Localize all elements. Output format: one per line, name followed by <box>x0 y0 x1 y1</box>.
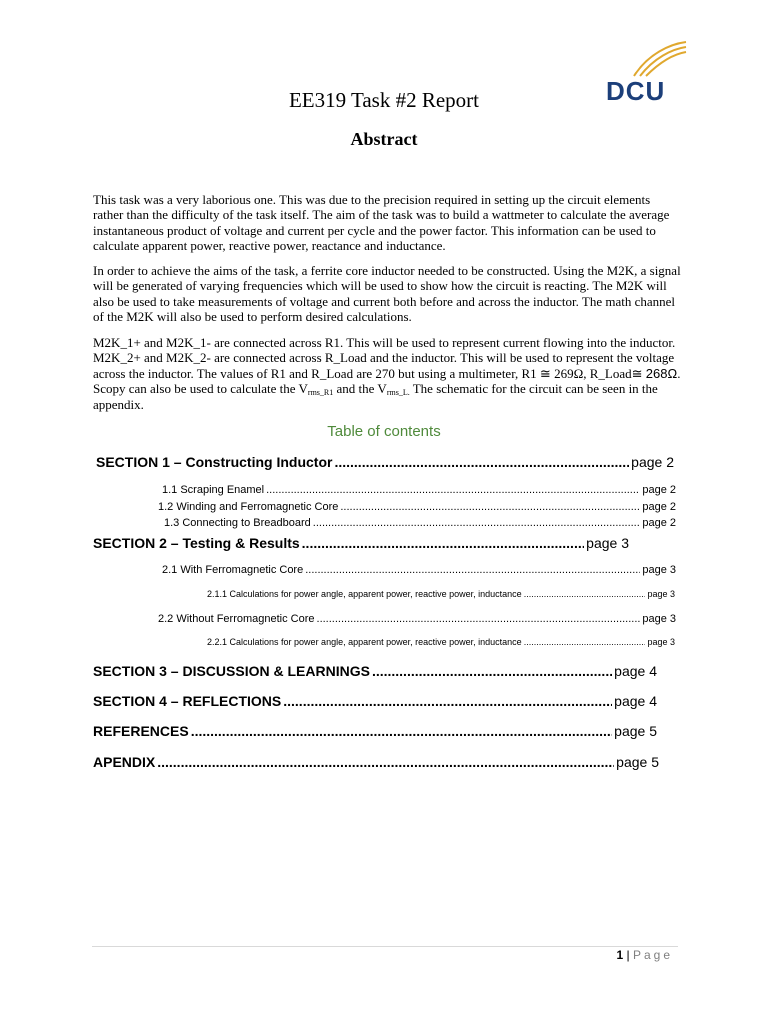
toc-entry-label: 2.2.1 Calculations for power angle, apparent power, reactive power, inductance <box>207 637 522 647</box>
toc-entry-label: APENDIX <box>93 754 156 770</box>
page-footer <box>616 948 673 962</box>
toc-entry-page: page 2 <box>631 454 674 470</box>
page-number: 1 <box>616 948 624 962</box>
p3-text-c: . Scopy can also be used to calculate the V <box>93 365 681 397</box>
p3-text-d: and the V <box>333 381 387 397</box>
toc-entry-page: page 3 <box>647 637 675 647</box>
toc-entry-1-3[interactable] <box>164 517 676 529</box>
toc-entry-1-1[interactable] <box>162 484 676 496</box>
toc-entry-page: page 2 <box>642 517 676 529</box>
toc-entry-label: 2.1 With Ferromagnetic Core <box>162 564 304 576</box>
toc-entry-2-2-1[interactable] <box>207 637 675 647</box>
toc-entry-2-1[interactable] <box>162 564 676 576</box>
toc-entry-label: SECTION 1 – Constructing Inductor <box>96 454 333 470</box>
toc-entry-label: REFERENCES <box>93 723 189 739</box>
toc-entry-section-2[interactable] <box>93 535 629 551</box>
p3-text-e: The schematic for the circuit can be seen in the appendix. <box>93 381 658 412</box>
toc-entry-page: page 3 <box>647 589 675 599</box>
toc-entry-page: page 4 <box>614 693 657 709</box>
footer-divider <box>92 946 678 947</box>
p3-subscript-rms-r1: rms_R1 <box>307 388 334 398</box>
toc-entry-1-2[interactable] <box>158 501 676 513</box>
toc-entry-2-2[interactable] <box>158 613 676 625</box>
toc-entry-section-4[interactable] <box>93 693 657 709</box>
p3-subscript-rms-l: rms_L. <box>386 388 410 398</box>
toc-entry-section-3[interactable] <box>93 663 657 679</box>
toc-entry-label: SECTION 3 – DISCUSSION & LEARNINGS <box>93 663 370 679</box>
logo-swoosh-icon <box>604 40 688 80</box>
toc-entry-label: 1.3 Connecting to Breadboard <box>164 517 311 529</box>
toc-entry-page: page 3 <box>642 564 676 576</box>
footer-page-word: Page <box>632 948 673 962</box>
toc-entry-label: 2.2 Without Ferromagnetic Core <box>158 613 315 625</box>
toc-entry-section-1[interactable] <box>96 454 674 470</box>
toc-entry-label: 1.2 Winding and Ferromagnetic Core <box>158 501 339 513</box>
abstract-heading: Abstract <box>350 129 418 149</box>
toc-entry-label: SECTION 2 – Testing & Results <box>93 535 300 551</box>
footer-separator: | <box>623 948 633 962</box>
toc-entry-label: 1.1 Scraping Enamel <box>162 484 265 496</box>
toc-entry-label: 2.1.1 Calculations for power angle, apparent power, reactive power, inductance <box>207 589 522 599</box>
toc-entry-page: page 5 <box>616 754 659 770</box>
toc-entry-references[interactable] <box>93 723 657 739</box>
toc-entry-page: page 2 <box>642 501 676 513</box>
p3-text-b: 268Ω <box>645 365 678 381</box>
toc-entry-page: page 4 <box>614 663 657 679</box>
abstract-paragraph-3 <box>93 335 683 412</box>
toc-entry-page: page 3 <box>586 535 629 551</box>
abstract-paragraph-2: In order to achieve the aims of the task, a ferrite core inductor needed to be constructed. Using the M2K, a signal will be generated of varying frequencies which will be used to show how the circuit is reacting. The M2K will also be used to take measurements of voltage and current both before and across the inductor. The math channel of the M2K will also be used to perform desired calculations. <box>93 263 681 325</box>
toc-entry-page: page 5 <box>614 723 657 739</box>
report-title: EE319 Task #2 Report <box>288 88 480 112</box>
toc-entry-page: page 3 <box>642 613 676 625</box>
toc-entry-appendix[interactable] <box>93 754 659 770</box>
toc-entry-page: page 2 <box>642 484 676 496</box>
toc-heading: Table of contents <box>327 423 441 440</box>
abstract-paragraph-1: This task was a very laborious one. This was due to the precision required in setting up the circuit elements rather than the difficulty of the task itself. The aim of the task was to build a wattmeter to calculate the average instantaneous product of voltage and current per cycle and the power factor. This information can be used to calculate apparent power, reactive power, reactance and inductance. <box>93 192 670 254</box>
toc-entry-2-1-1[interactable] <box>207 589 675 599</box>
p3-text-a: M2K_1+ and M2K_1- are connected across R1. This will be used to represent current flowing into the inductor. M2K_2+ and M2K_2- are connected across R_Load and the inductor. This will be used to represent the voltage across the inductor. The values of R1 and R_Load are 270 but using a multimeter, R1 ≅ 269Ω, R_Load≅ <box>93 335 676 381</box>
toc-entry-label: SECTION 4 – REFLECTIONS <box>93 693 282 709</box>
logo-text: DCU <box>606 76 666 106</box>
